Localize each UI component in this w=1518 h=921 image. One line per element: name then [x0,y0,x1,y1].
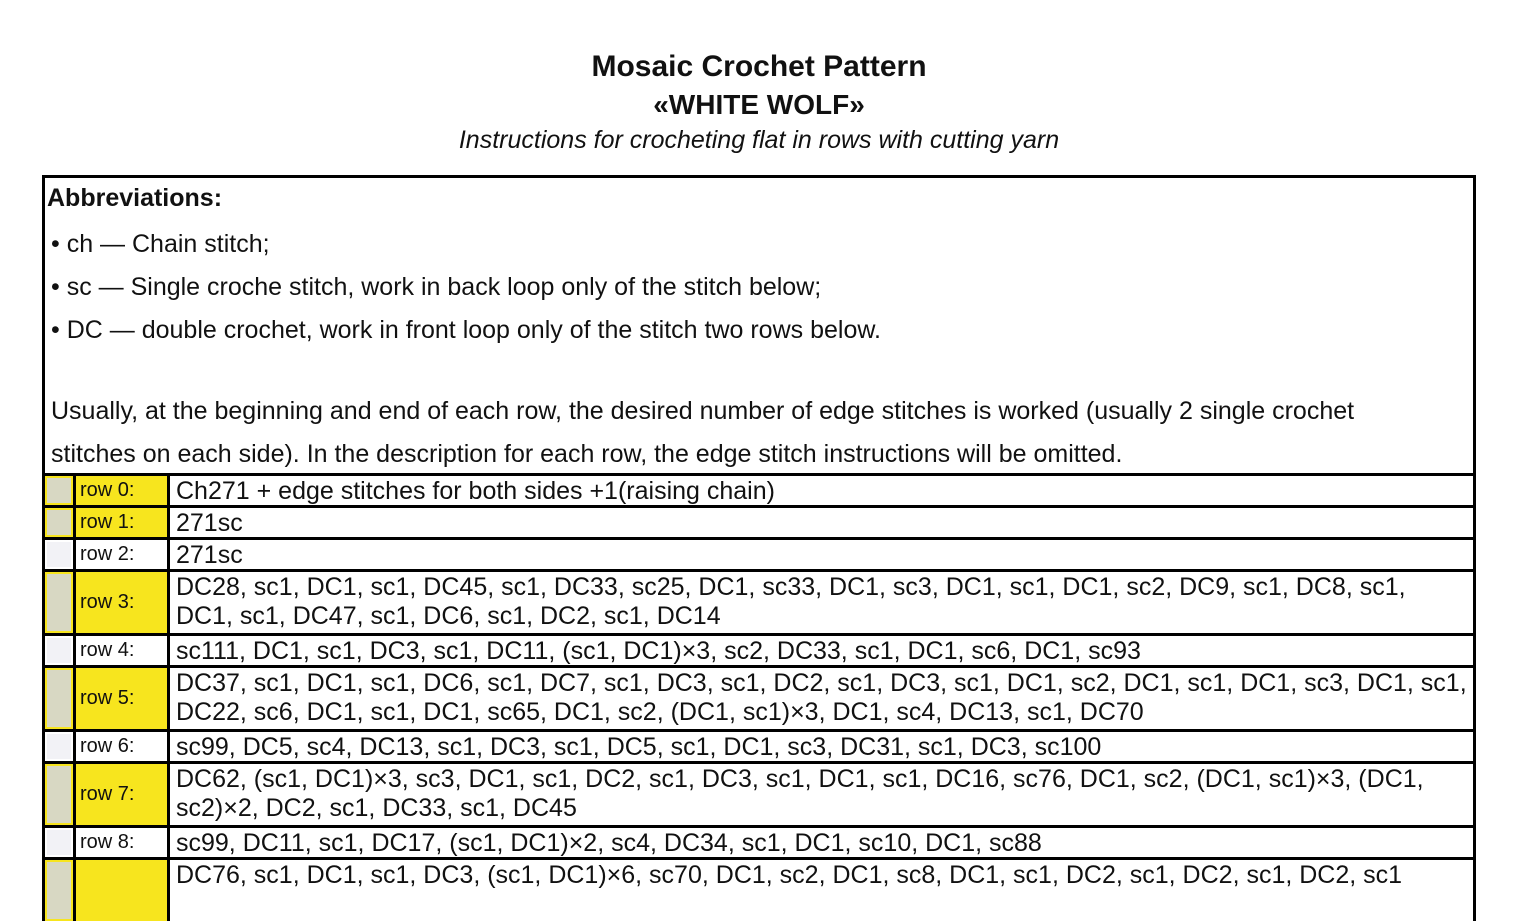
note-line: stitches on each side). In the description for each row, the edge stitch instructions will be omitted. [51,440,1123,468]
pattern-row [45,537,1473,569]
row-stitch-instructions [170,540,1473,569]
row-color-swatch-cell [45,540,76,569]
row-label: row 8: [76,828,170,857]
pattern-name: «WHITE WOLF» [653,89,865,120]
row-stitch-instructions [170,508,1473,537]
stitch-line: DC76, sc1, DC1, sc1, DC3, (sc1, DC1)×6, sc70, DC1, sc2, DC1, sc8, DC1, sc1, DC2, sc1, DC2, sc1, DC2, sc1 [176,861,1403,889]
row-stitch-instructions [170,732,1473,761]
pattern-row [45,665,1473,729]
stitch-line: Ch271 + edge stitches for both sides +1(raising chain) [176,477,775,505]
stitch-line: sc111, DC1, sc1, DC3, sc1, DC11, (sc1, DC1)×3, sc2, DC33, sc1, DC1, sc6, DC1, sc93 [176,637,1141,665]
pattern-row [45,505,1473,537]
row-stitch-instructions [170,828,1473,857]
row-stitch-instructions [170,764,1473,825]
pattern-row [45,825,1473,857]
instructions-subtitle: Instructions for crocheting flat in rows with cutting yarn [458,126,1060,154]
row-label: row 4: [76,636,170,665]
abbreviation-ch: • ch — Chain stitch; [51,230,270,258]
row-color-swatch [47,734,71,759]
row-label: row 6: [76,732,170,761]
stitch-line: sc99, DC5, sc4, DC13, sc1, DC3, sc1, DC5, sc1, DC1, sc3, DC31, sc1, DC3, sc100 [176,733,1102,761]
row-color-swatch-cell [45,572,76,633]
note-line: Usually, at the beginning and end of each row, the desired number of edge stitches is worked (usually 2 single crochet [51,397,1355,425]
row-color-swatch [47,638,71,663]
page-title: Mosaic Crochet Pattern [591,50,927,83]
stitch-line: sc99, DC11, sc1, DC17, (sc1, DC1)×2, sc4, DC34, sc1, DC1, sc10, DC1, sc88 [176,829,1042,857]
row-label: row 1: [76,508,170,537]
pattern-row [45,761,1473,825]
stitch-line: DC37, sc1, DC1, sc1, DC6, sc1, DC7, sc1, DC3, sc1, DC2, sc1, DC3, sc1, DC1, sc2, DC1, sc1, DC1, sc3, DC1, sc1, [176,669,1467,697]
row-label: row 3: [76,572,170,633]
stitch-line: 271sc [176,509,243,537]
row-color-swatch-cell [45,476,76,505]
stitch-line: DC28, sc1, DC1, sc1, DC45, sc1, DC33, sc25, DC1, sc33, DC1, sc3, DC1, sc1, DC1, sc2, DC9, sc1, DC8, sc1, [176,573,1406,601]
row-label [76,860,170,921]
row-color-swatch [47,862,71,919]
row-color-swatch [47,510,71,535]
row-label: row 2: [76,540,170,569]
pattern-row [45,729,1473,761]
row-color-swatch-cell [45,860,76,921]
abbreviations-box [42,175,1476,476]
row-color-swatch-cell [45,732,76,761]
stitch-line: sc2)×2, DC2, sc1, DC33, sc1, DC45 [176,794,577,822]
row-color-swatch-cell [45,508,76,537]
row-color-swatch [47,830,71,855]
pattern-row [45,569,1473,633]
row-color-swatch [47,766,71,823]
pattern-row [45,633,1473,665]
row-color-swatch [47,574,71,631]
abbreviation-sc: • sc — Single croche stitch, work in back loop only of the stitch below; [51,273,822,301]
row-color-swatch-cell [45,764,76,825]
row-label: row 7: [76,764,170,825]
row-color-swatch-cell [45,636,76,665]
row-color-swatch-cell [45,668,76,729]
row-color-swatch [47,670,71,727]
row-color-swatch-cell [45,828,76,857]
row-stitch-instructions [170,476,1473,505]
row-instructions-table [42,473,1476,921]
row-stitch-instructions [170,572,1473,633]
stitch-line: DC62, (sc1, DC1)×3, sc3, DC1, sc1, DC2, sc1, DC3, sc1, DC1, sc1, DC16, sc76, DC1, sc2, (DC1, sc1)×3, (DC1, [176,765,1424,793]
pattern-row [45,473,1473,505]
row-label: row 0: [76,476,170,505]
row-stitch-instructions [170,860,1473,921]
stitch-line: DC22, sc6, DC1, sc1, DC1, sc65, DC1, sc2, (DC1, sc1)×3, DC1, sc4, DC13, sc1, DC70 [176,698,1144,726]
row-label: row 5: [76,668,170,729]
stitch-line: 271sc [176,541,243,569]
abbreviations-list [51,223,881,352]
edge-stitch-note [51,390,1467,476]
stitch-line: DC1, sc1, DC47, sc1, DC6, sc1, DC2, sc1, DC14 [176,602,721,630]
row-stitch-instructions [170,636,1473,665]
pattern-row [45,857,1473,921]
row-color-swatch [47,542,71,567]
row-stitch-instructions [170,668,1473,729]
row-color-swatch [47,478,71,503]
abbreviation-dc: • DC — double crochet, work in front loop only of the stitch two rows below. [51,316,881,344]
abbreviations-heading: Abbreviations: [47,184,223,212]
